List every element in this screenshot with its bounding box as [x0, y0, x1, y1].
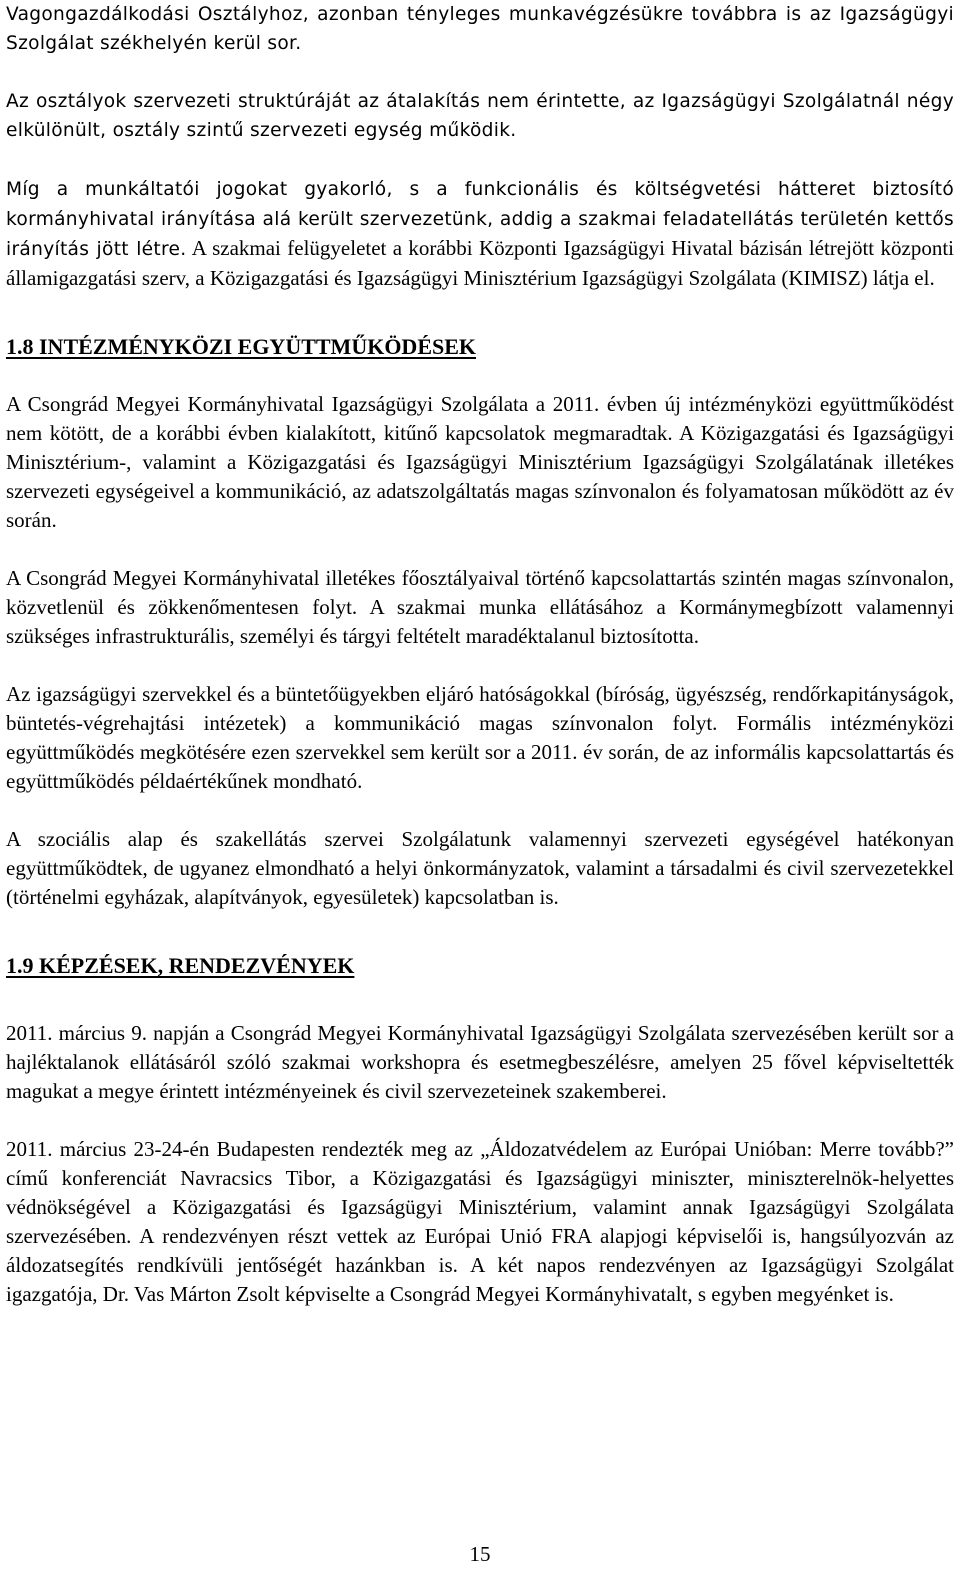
paragraph-spacer [6, 535, 954, 564]
section-spacer [6, 912, 954, 951]
page-number: 15 [469, 1542, 491, 1566]
paragraph-spacer [6, 145, 954, 174]
paragraph-dual-governance-part2: A szakmai felügyeletet a korábbi Központi Igazságügyi Hivatal bázisán létrejött központi államigazgatási szerv, a Közigazgatási és Igazságügyi Minisztérium Igazságügyi Szolgálata (KIMISZ) látja el. [6, 236, 954, 290]
section-heading-1-8: 1.8 INTÉZMÉNYKÖZI EGYÜTTMŰKÖDÉSEK [6, 334, 477, 359]
paragraph-cooperation-social: A szociális alap és szakellátás szervei Szolgálatunk valamennyi szervezeti egységével hatékonyan együttműködtek, de ugyanez elmondható a helyi önkormányzatok, valamint a társadalmi és civil szervezetekkel (történelmi egyházak, alapítványok, egyesületek) kapcsolatban is. [6, 827, 954, 909]
paragraph-spacer [6, 58, 954, 87]
paragraph-cooperation-ministry: A Csongrád Megyei Kormányhivatal Igazságügyi Szolgálata a 2011. évben új intézményközi együttműködést nem kötött, de a korábbi évben kialakított, kitűnő kapcsolatok megmaradtak. A Közigazgatási és Igazságügyi Minisztérium-, valamint a Közigazgatási és Igazságügyi Minisztérium Igazságügyi Szolgálatának illetékes szervezeti egységeivel a kommunikáció, az adatszolgáltatás magas színvonalon és folyamatosan működött az év során. [6, 392, 954, 532]
paragraph-cooperation-justice: Az igazságügyi szervekkel és a büntetőügyekben eljáró hatóságokkal (bíróság, ügyészség, rendőrkapitányságok, büntetés-végrehajtási intézetek) a kommunikáció magas színvonalon folyt. Formális intézményközi együttműködés megkötésére ezen szervekkel sem került sor a 2011. év során, de az informális kapcsolattartás és együttműködés példaértékűnek mondható. [6, 682, 954, 793]
section-spacer [6, 361, 954, 390]
paragraph-conference: 2011. március 23-24-én Budapesten rendezték meg az „Áldozatvédelem az Európai Unióban: Merre tovább?” című konferenciát Navracsics Tibor, a Közigazgatási és Igazságügyi miniszter, miniszterelnök-helyettes védnökségével a Közigazgatási és Igazságügyi Minisztérium, valamint annak Igazságügyi Szolgálata szervezésében. A rendezvényen részt vettek az Európai Unió FRA alapjogi képviselői is, hangsúlyozván az áldozatsegítés rendkívüli jentőségét hazánkban is. A két napos rendezvényen az Igazságügyi Szolgálat igazgatója, Dr. Vas Márton Zsolt képviselte a Csongrád Megyei Kormányhivatalt, s egyben megyénket is. [6, 1137, 954, 1306]
paragraph-dual-governance [6, 174, 954, 293]
section-heading-1-9: 1.9 KÉPZÉSEK, RENDEZVÉNYEK [6, 953, 355, 978]
paragraph-workshop: 2011. március 9. napján a Csongrád Megyei Kormányhivatal Igazságügyi Szolgálata szervezésében került sor a hajléktalanok ellátásáról szóló szakmai workshopra és esetmegbeszélésre, amelyen 25 fővel képviseltették magukat a megye érintett intézményeinek és civil szervezeteinek szakemberei. [6, 1021, 954, 1103]
paragraph-cooperation-government-office: A Csongrád Megyei Kormányhivatal illetékes főosztályaival történő kapcsolattartás szintén magas színvonalon, közvetlenül és zökkenőmentesen folyt. A szakmai munka ellátásához a Kormánymegbízott valamennyi szükséges infrastrukturális, személyi és tárgyi feltételt maradéktalanul biztosította. [6, 566, 954, 648]
paragraph-spacer [6, 651, 954, 680]
section-spacer [6, 980, 954, 1019]
section-spacer [6, 293, 954, 332]
paragraph-spacer [6, 1106, 954, 1135]
paragraph-spacer [6, 796, 954, 825]
paragraph-organization-structure: Az osztályok szervezeti struktúráját az átalakítás nem érintette, az Igazságügyi Szolgálatnál négy elkülönült, osztály szintű szervezeti egység működik. [6, 91, 954, 141]
paragraph-intro-continued: Vagongazdálkodási Osztályhoz, azonban tényleges munkavégzésükre továbbra is az Igazságügyi Szolgálat székhelyén kerül sor. [6, 4, 954, 54]
paragraph-dual-governance-part1: Míg a munkáltatói jogokat gyakorló, s a funkcionális és költségvetési hátteret biztosító kormányhivatal irányítása alá került szervezetünk, addig a szakmai feladatellátás területén kettős irányítás jött létre. [6, 179, 954, 260]
document-body [6, 0, 954, 1309]
